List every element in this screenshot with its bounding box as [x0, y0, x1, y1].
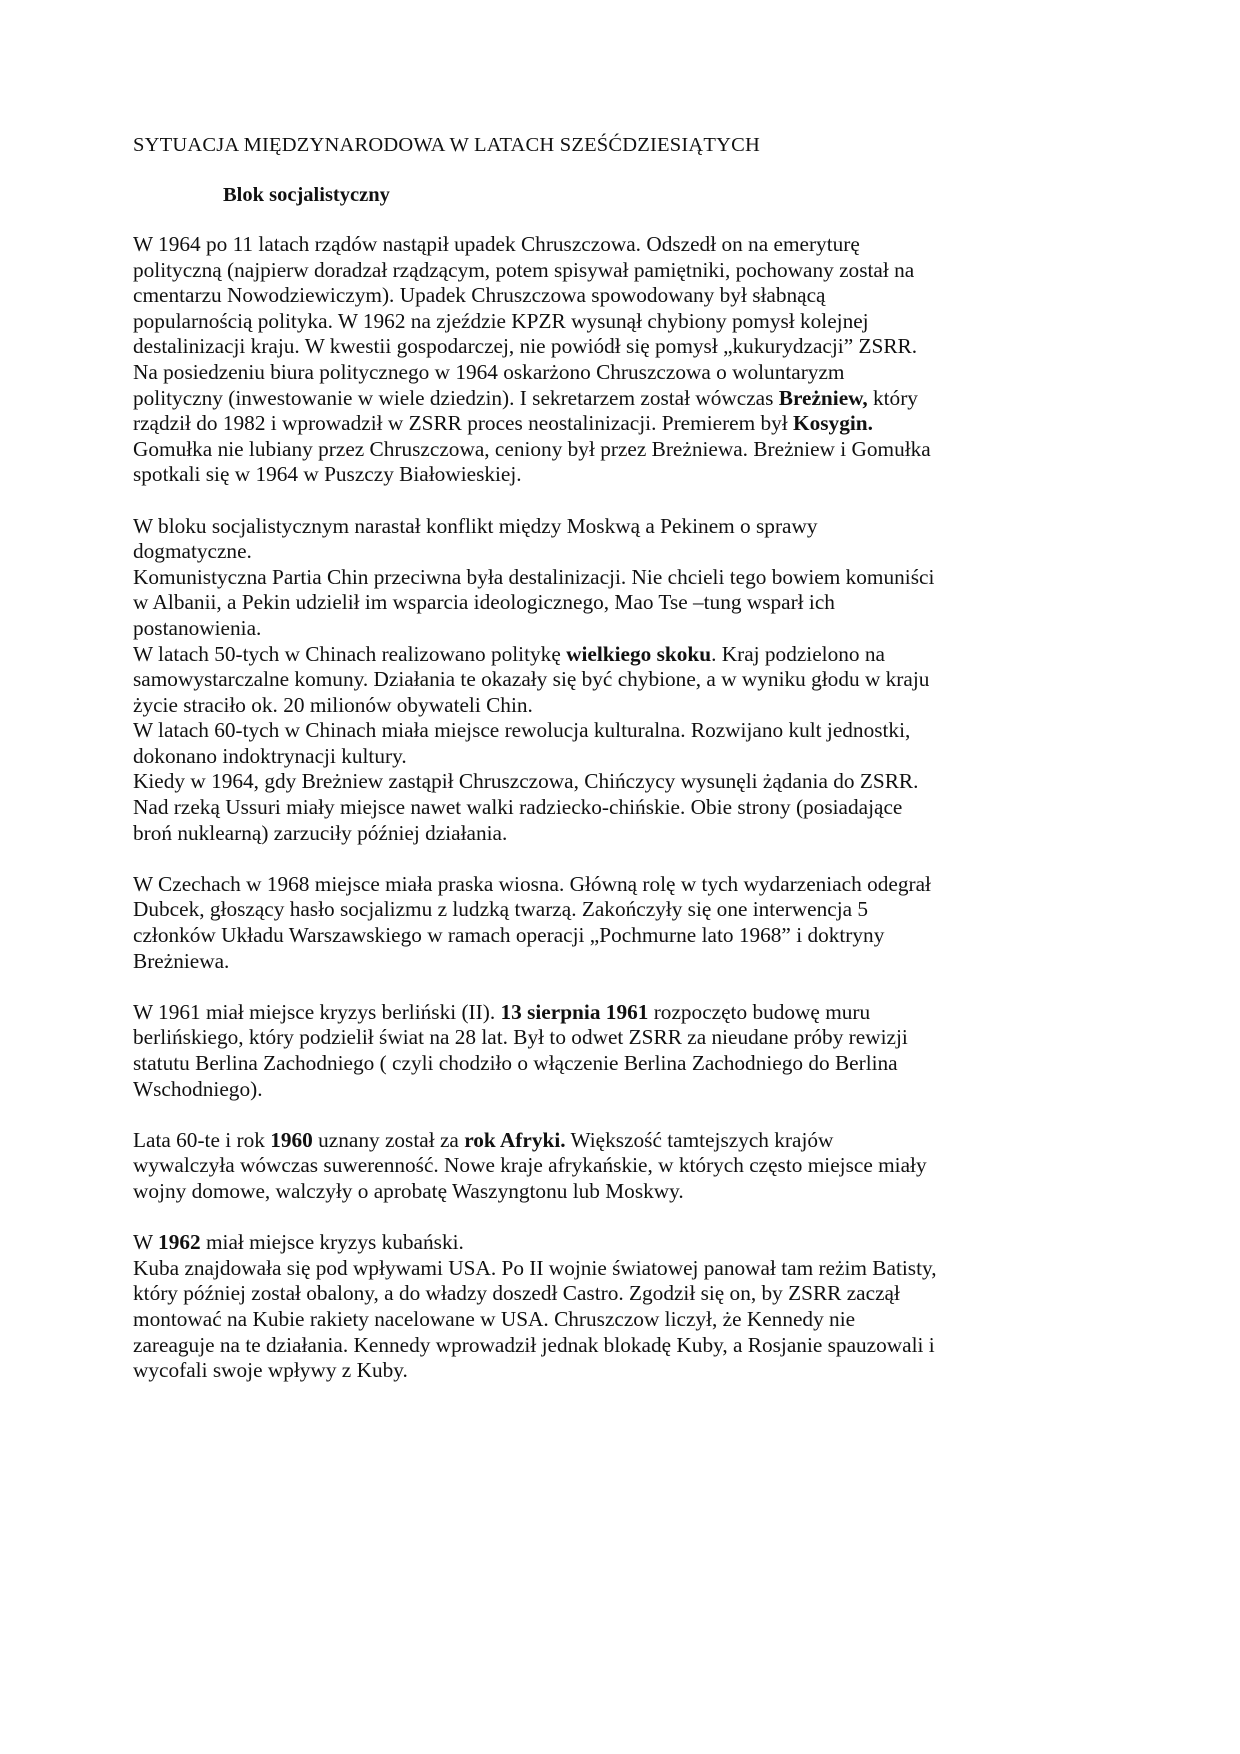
text-run: dogmatyczne.: [133, 539, 252, 564]
text-run: dokonano indoktrynacji kultury.: [133, 743, 407, 768]
text-run: cmentarzu Nowodziewiczym). Upadek Chruszczowa spowodowany był słabnącą: [133, 283, 826, 308]
text-run: W 1961 miał miejsce kryzys berliński (II).: [133, 999, 501, 1024]
text-run: W 1964 po 11 latach rządów nastąpił upadek Chruszczowa. Odszedł on na emeryturę: [133, 232, 860, 256]
text-run: w Albanii, a Pekin udzielił im wsparcia ideologicznego, Mao Tse –tung wsparł ich: [133, 590, 835, 615]
text-line: [133, 539, 1093, 565]
text-run: Na posiedzeniu biura politycznego w 1964 oskarżono Chruszczowa o woluntaryzm: [133, 359, 845, 384]
text-line: [133, 1230, 1093, 1256]
text-run: W latach 60-tych w Chinach miała miejsce rewolucja kulturalna. Rozwijano kult jednostki,: [133, 718, 911, 743]
text-run: wywalczyła wówczas suwerenność. Nowe kraje afrykańskie, w których często miejsce miały: [133, 1153, 927, 1178]
text-line: [133, 1281, 1093, 1307]
text-line: [133, 923, 1093, 949]
text-line: [133, 744, 1093, 770]
bold-text: Breżniew,: [778, 385, 868, 410]
bold-text: rok Afryki.: [464, 1127, 566, 1152]
text-run: zareaguje na te działania. Kennedy wprowadził jednak blokadę Kuby, a Rosjanie spauzowali i: [133, 1332, 935, 1357]
text-run: życie straciło ok. 20 milionów obywateli Chin.: [133, 692, 533, 717]
text-line: [133, 514, 1093, 540]
text-run: członków Układu Warszawskiego w ramach operacji „Pochmurne lato 1968” i doktryny: [133, 923, 885, 948]
text-line: [133, 334, 1093, 360]
text-run: Lata 60-te i rok: [133, 1127, 271, 1152]
text-run: miał miejsce kryzys kubański.: [200, 1230, 464, 1255]
text-line: [133, 667, 1093, 693]
text-run: który później został obalony, a do władzy doszedł Castro. Zgodził się on, by ZSRR zaczął: [133, 1281, 900, 1306]
bold-text: Kosygin.: [793, 411, 873, 436]
text-line: [133, 1358, 1093, 1384]
text-run: Dubcek, głoszący hasło socjalizmu z ludzką twarzą. Zakończyły się one interwencja 5: [133, 897, 869, 922]
text-line: [133, 1051, 1093, 1077]
paragraph: [133, 1000, 1093, 1102]
text-line: [133, 360, 1093, 386]
text-line: [133, 258, 1093, 284]
text-line: [133, 1307, 1093, 1333]
paragraph: [133, 1128, 1093, 1205]
text-run: popularnością polityka. W 1962 na zjeździe KPZR wysunął chybiony pomysł kolejnej: [133, 308, 869, 333]
text-run: montować na Kubie rakiety nacelowane w USA. Chruszczow liczył, że Kennedy nie: [133, 1306, 856, 1331]
document-body: [133, 232, 1093, 1409]
paragraph: [133, 1230, 1093, 1384]
text-run: uznany został za: [312, 1127, 465, 1152]
text-line: [133, 411, 1093, 437]
text-line: [133, 769, 1093, 795]
text-run: wojny domowe, walczyły o aprobatę Waszyngtonu lub Moskwy.: [133, 1178, 684, 1203]
text-run: W Czechach w 1968 miejsce miała praska wiosna. Główną rolę w tych wydarzeniach odegrał: [133, 871, 931, 896]
text-run: berlińskiego, który podzielił świat na 28 lat. Był to odwet ZSRR za nieudane próby rewizji: [133, 1025, 908, 1050]
paragraph: [133, 232, 1093, 488]
text-line: [133, 386, 1093, 412]
text-line: [133, 590, 1093, 616]
text-line: [133, 437, 1093, 463]
document-title: SYTUACJA MIĘDZYNARODOWA W LATACH SZEŚĆDZIESIĄTYCH: [133, 134, 760, 156]
text-run: Kuba znajdowała się pod wpływami USA. Po II wojnie światowej panował tam reżim Batisty,: [133, 1255, 937, 1280]
text-line: [133, 1077, 1093, 1103]
bold-text: 1962: [158, 1230, 201, 1255]
text-line: [133, 283, 1093, 309]
text-run: Kiedy w 1964, gdy Breżniew zastąpił Chruszczowa, Chińczycy wysunęli żądania do ZSRR.: [133, 769, 919, 794]
text-run: rządził do 1982 i wprowadził w ZSRR proces neostalinizacji. Premierem był: [133, 411, 794, 436]
text-line: [133, 642, 1093, 668]
text-line: [133, 949, 1093, 975]
text-run: Breżniewa.: [133, 948, 230, 973]
text-run: Wschodniego).: [133, 1076, 263, 1101]
text-line: [133, 1256, 1093, 1282]
text-run: który: [867, 385, 918, 410]
section-heading: Blok socjalistyczny: [223, 184, 390, 206]
text-line: [133, 616, 1093, 642]
text-line: [133, 1025, 1093, 1051]
text-run: Komunistyczna Partia Chin przeciwna była destalinizacji. Nie chcieli tego bowiem komuniści: [133, 564, 935, 589]
text-run: W bloku socjalistycznym narastał konflikt między Moskwą a Pekinem o sprawy: [133, 513, 818, 538]
text-run: broń nuklearną) zarzuciły później działania.: [133, 820, 508, 845]
text-line: [133, 718, 1093, 744]
text-run: W: [133, 1230, 159, 1255]
text-run: . Kraj podzielono na: [711, 641, 885, 666]
text-run: Większość tamtejszych krajów: [565, 1127, 834, 1152]
text-line: [133, 1333, 1093, 1359]
text-run: spotkali się w 1964 w Puszczy Białowieskiej.: [133, 462, 522, 487]
text-run: postanowienia.: [133, 615, 262, 640]
bold-text: wielkiego skoku: [566, 641, 712, 666]
text-line: [133, 309, 1093, 335]
text-line: [133, 565, 1093, 591]
text-line: [133, 1128, 1093, 1154]
text-run: rozpoczęto budowę muru: [648, 999, 871, 1024]
text-line: [133, 795, 1093, 821]
bold-text: 13 sierpnia 1961: [500, 999, 649, 1024]
text-line: [133, 1179, 1093, 1205]
text-line: [133, 232, 1093, 258]
text-run: W latach 50-tych w Chinach realizowano politykę: [133, 641, 567, 666]
text-line: [133, 821, 1093, 847]
text-run: Nad rzeką Ussuri miały miejsce nawet walki radziecko-chińskie. Obie strony (posiadające: [133, 795, 903, 820]
text-line: [133, 897, 1093, 923]
text-run: wycofali swoje wpływy z Kuby.: [133, 1358, 408, 1383]
text-run: polityczną (najpierw doradzał rządzącym, potem spisywał pamiętniki, pochowany został na: [133, 257, 915, 282]
paragraph: [133, 872, 1093, 974]
text-run: statutu Berlina Zachodniego ( czyli chodziło o włączenie Berlina Zachodniego do Berlina: [133, 1051, 898, 1075]
paragraph: [133, 514, 1093, 847]
bold-text: 1960: [270, 1127, 313, 1152]
text-line: [133, 1000, 1093, 1026]
text-line: [133, 462, 1093, 488]
text-run: Gomułka nie lubiany przez Chruszczowa, ceniony był przez Breżniewa. Breżniew i Gomułka: [133, 436, 931, 461]
text-run: polityczny (inwestowanie w wiele dziedzin). I sekretarzem został wówczas: [133, 385, 779, 410]
text-line: [133, 872, 1093, 898]
text-line: [133, 1153, 1093, 1179]
text-run: destalinizacji kraju. W kwestii gospodarczej, nie powiódł się pomysł „kukurydzacji” ZSRR.: [133, 334, 918, 359]
text-run: samowystarczalne komuny. Działania te okazały się być chybione, a w wyniku głodu w kraju: [133, 667, 930, 692]
text-line: [133, 693, 1093, 719]
